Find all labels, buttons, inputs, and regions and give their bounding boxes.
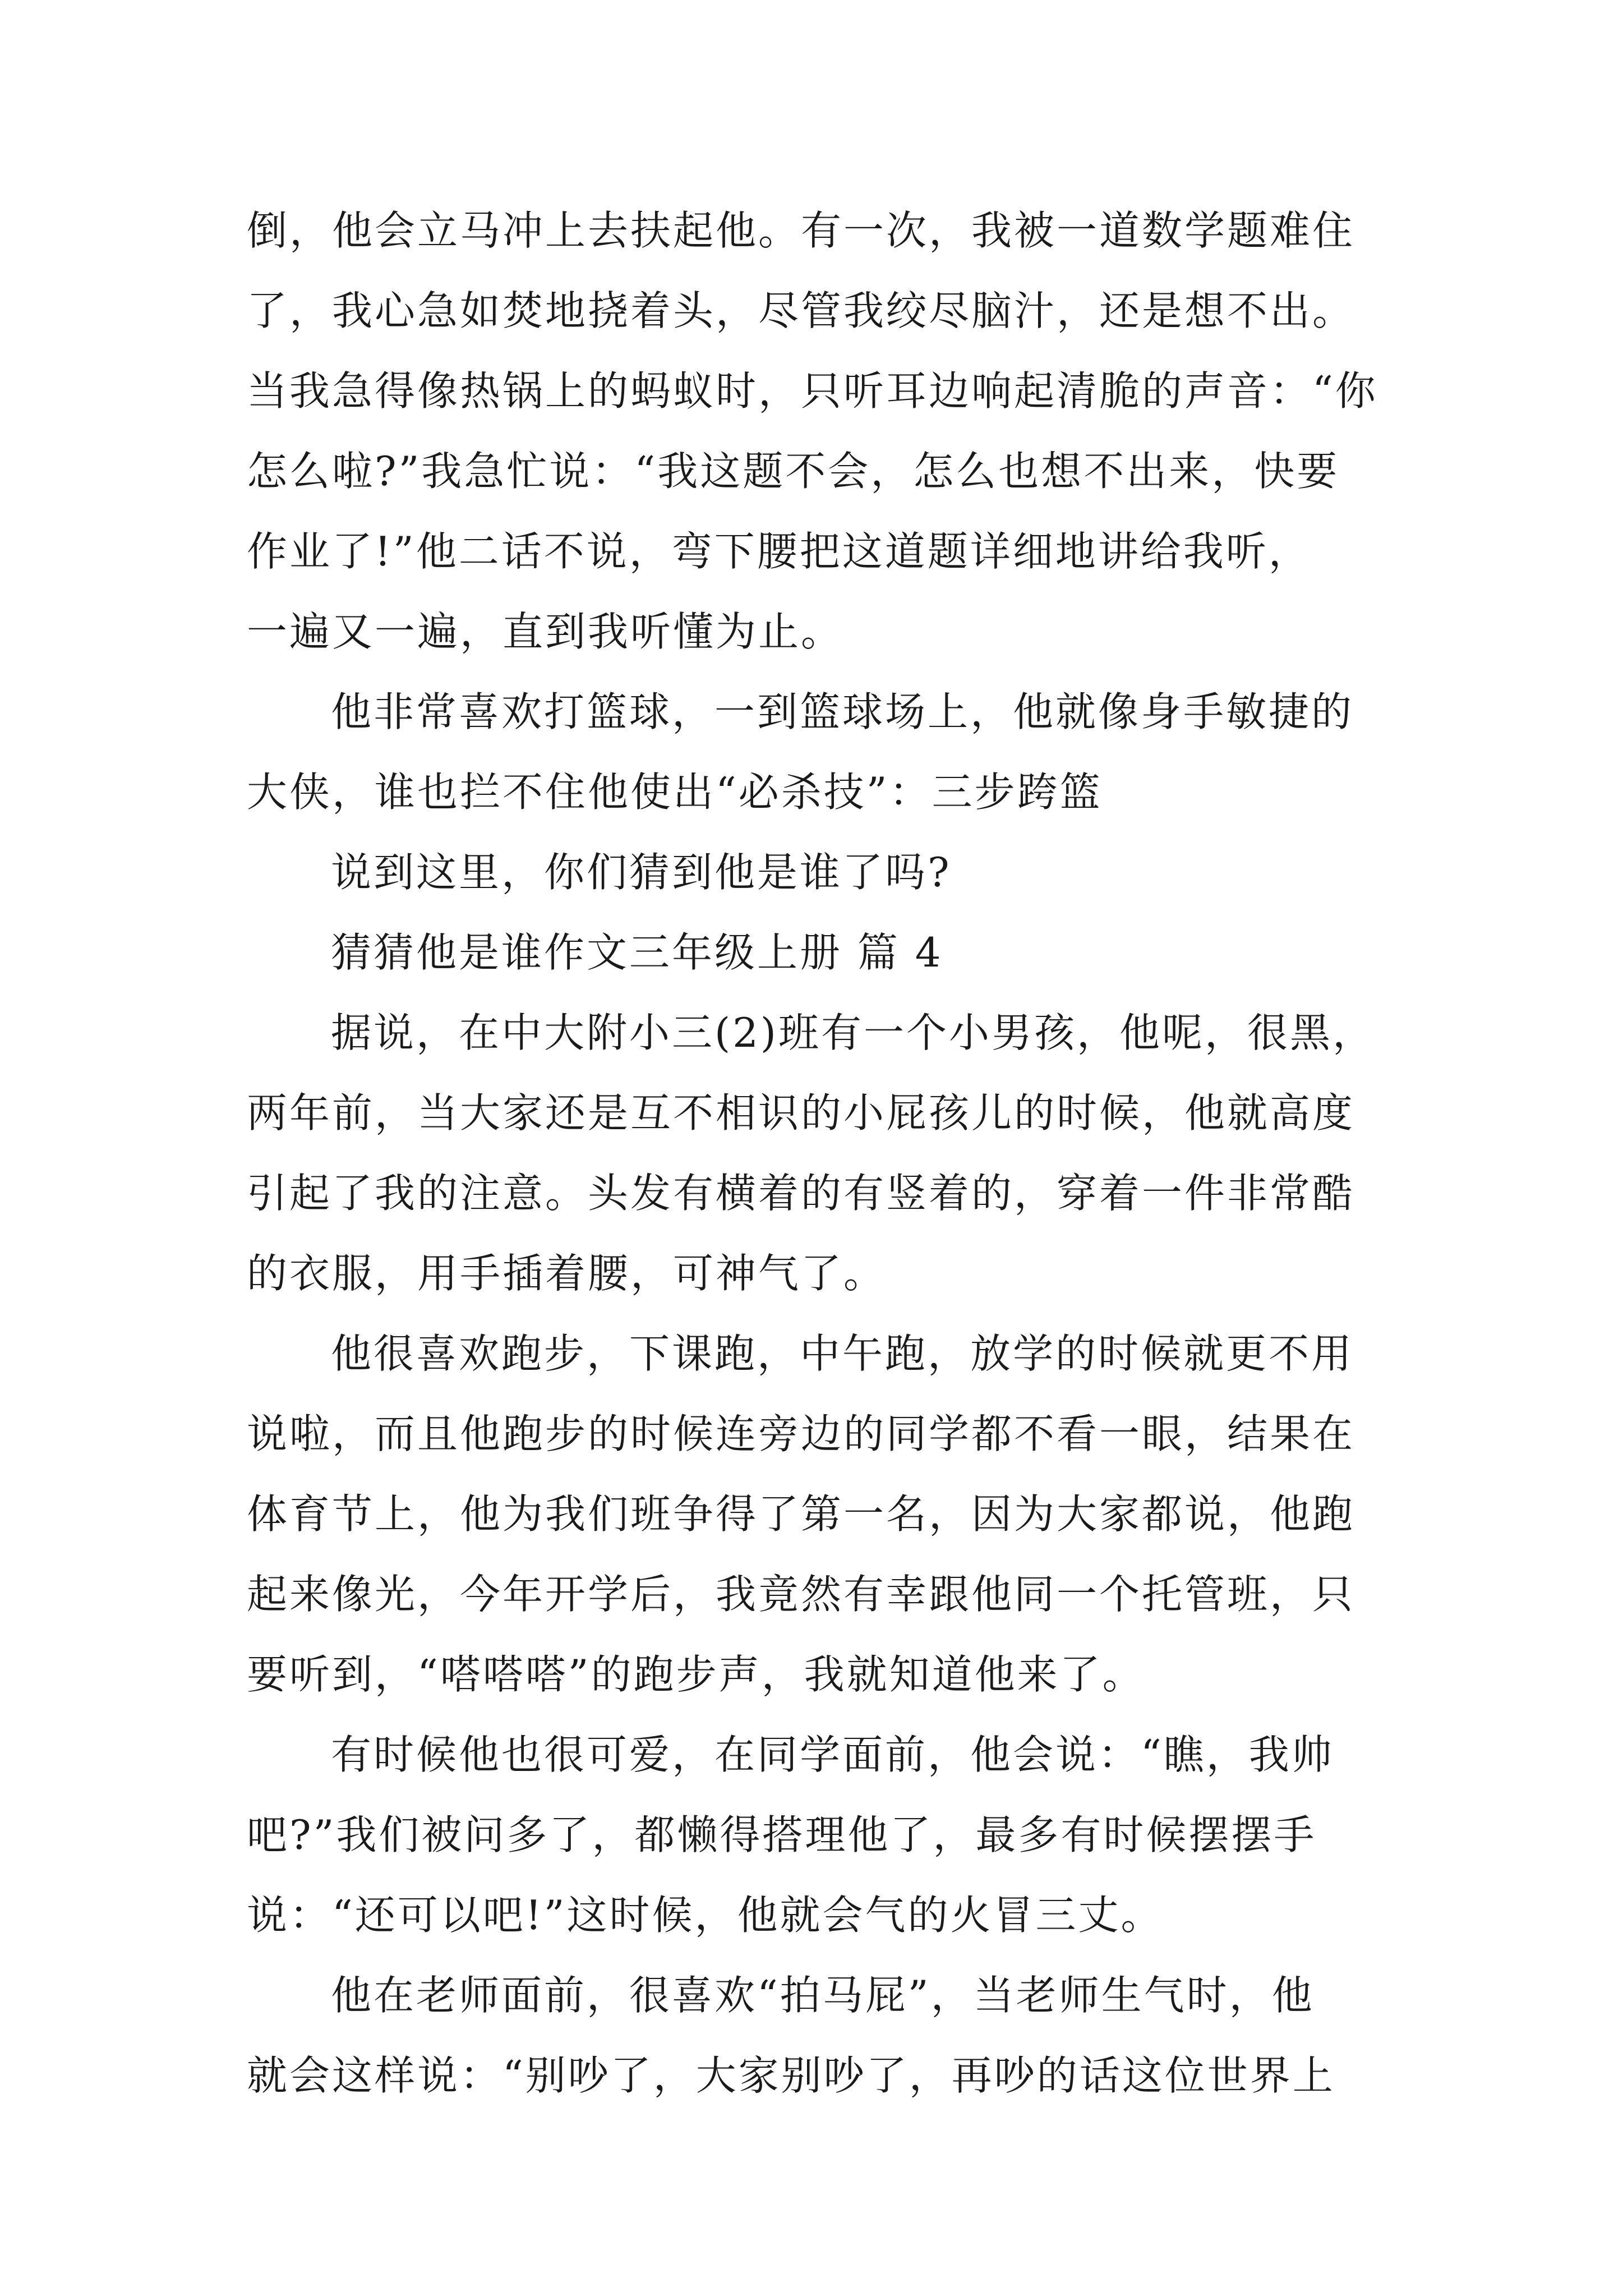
paragraph-start-line: 有时候他也很可爱，在同学面前，他会说：“瞧，我帅 [331, 1731, 1334, 1778]
paragraph-start-line: 他在老师面前，很喜欢“拍马屁”，当老师生气时，他 [331, 1972, 1315, 2019]
text-line: 当我急得像热锅上的蚂蚁时，只听耳边响起清脆的声音：“你 [247, 367, 1378, 415]
text-line: 倒，他会立马冲上去扶起他。有一次，我被一道数学题难住 [247, 207, 1355, 254]
text-line: 了，我心急如焚地挠着头，尽管我绞尽脑汁，还是想不出。 [247, 287, 1355, 334]
text-line: 说：“还可以吧!”这时候，他就会气的火冒三丈。 [247, 1892, 1164, 1939]
text-line: 的衣服，用手插着腰，可神气了。 [247, 1250, 887, 1297]
text-line: 起来像光，今年开学后，我竟然有幸跟他同一个托管班，只 [247, 1571, 1355, 1618]
paragraph-start-line: 他非常喜欢打篮球，一到篮球场上，他就像身手敏捷的 [331, 688, 1354, 735]
text-line: 大侠，谁也拦不住他使出“必杀技”：三步跨篮 [247, 769, 1103, 816]
text-line: 引起了我的注意。头发有横着的有竖着的，穿着一件非常酷 [247, 1170, 1355, 1217]
paragraph-start-line: 据说，在中大附小三(2)班有一个小男孩，他呢，很黑， [331, 1009, 1375, 1056]
text-line: 体育节上，他为我们班争得了第一名，因为大家都说，他跑 [247, 1490, 1355, 1538]
section-heading: 猜猜他是谁作文三年级上册 篇 4 [331, 929, 943, 976]
text-line: 一遍又一遍，直到我听懂为止。 [247, 608, 844, 655]
body-text [247, 191, 1402, 2116]
text-line: 吧?”我们被问多了，都懒得搭理他了，最多有时候摆摆手 [247, 1811, 1317, 1858]
paragraph-start-line: 他很喜欢跑步，下课跑，中午跑，放学的时候就更不用 [331, 1330, 1354, 1377]
text-line: 就会这样说：“别吵了，大家别吵了，再吵的话这位世界上 [247, 2052, 1335, 2099]
text-line: 怎么啦?”我急忙说：“我这题不会，怎么也想不出来，快要 [247, 448, 1340, 495]
text-line: 作业了!”他二话不说，弯下腰把这道题详细地讲给我听， [247, 528, 1311, 575]
paragraph-start-line: 说到这里，你们猜到他是谁了吗? [331, 849, 952, 896]
text-line: 说啦，而且他跑步的时候连旁边的同学都不看一眼，结果在 [247, 1410, 1355, 1457]
text-line: 两年前，当大家还是互不相识的小屁孩儿的时候，他就高度 [247, 1089, 1355, 1137]
text-line: 要听到，“嗒嗒嗒”的跑步声，我就知道他来了。 [247, 1651, 1145, 1698]
